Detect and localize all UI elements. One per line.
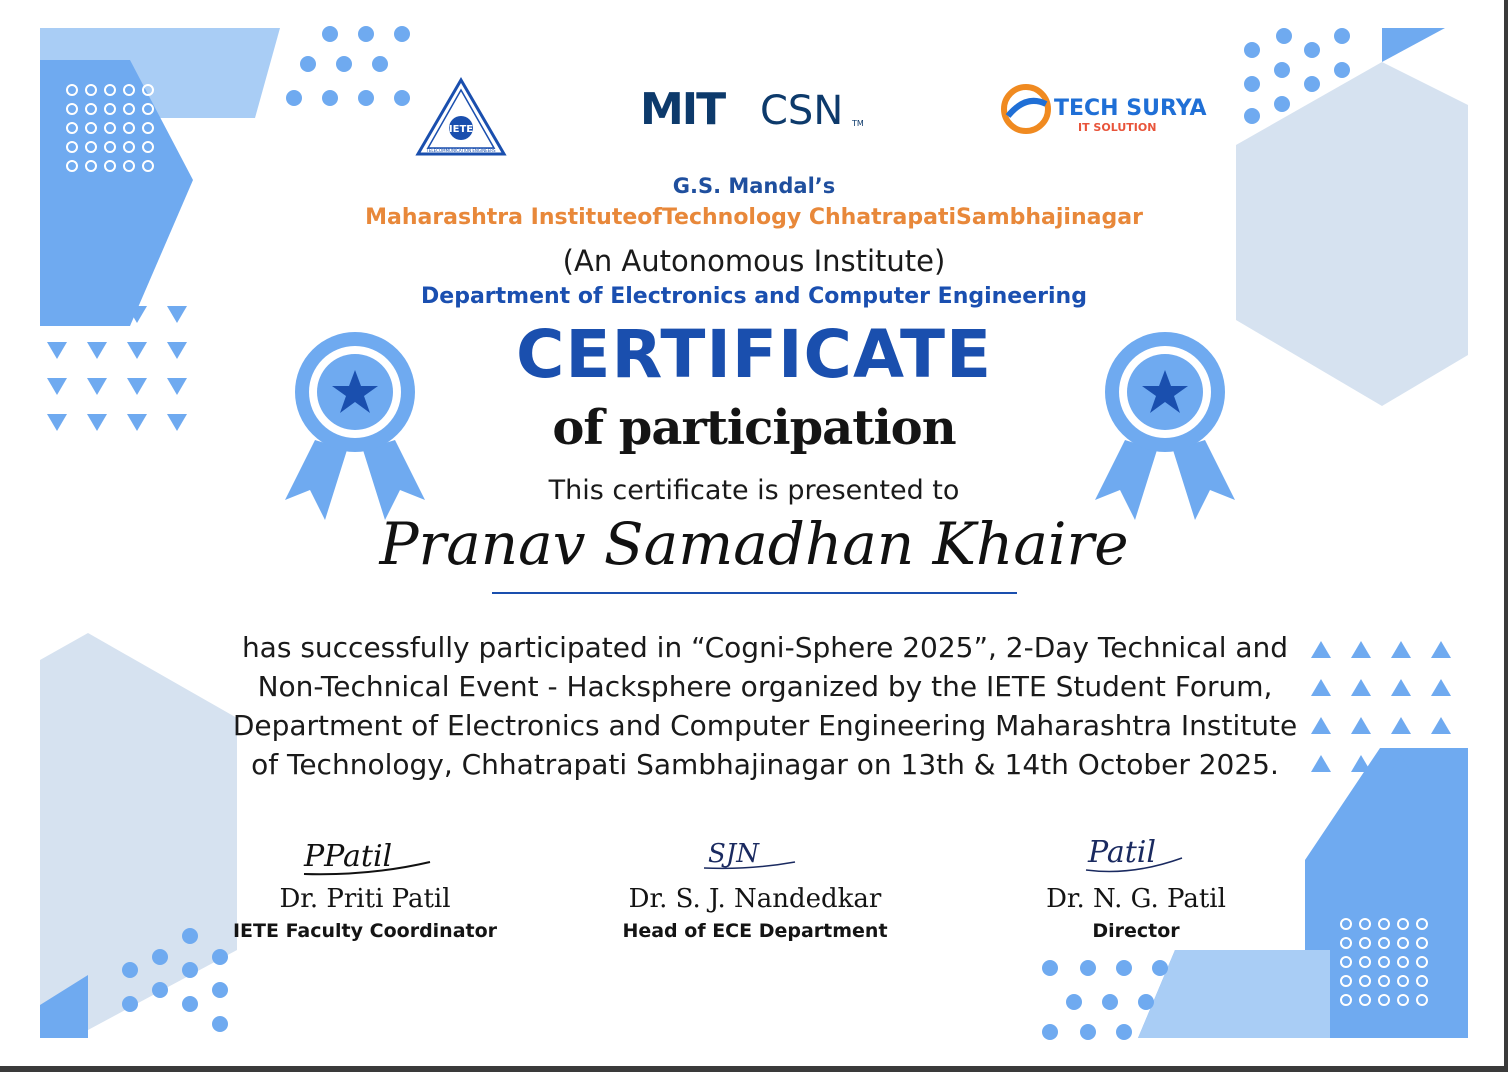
decorative-dot — [1244, 76, 1260, 92]
trademark-text: TM — [852, 119, 864, 128]
decorative-dot — [1080, 960, 1096, 976]
signature-sj-nandedkar-text: SJN — [708, 839, 759, 869]
signatory-block — [966, 884, 1306, 942]
decorative-triangle — [1351, 717, 1371, 734]
decorative-dot — [1102, 994, 1118, 1010]
decorative-triangle — [1431, 641, 1451, 658]
signatory-block — [585, 884, 925, 942]
signatory-role: IETE Faculty Coordinator — [232, 920, 498, 942]
decorative-dot — [1304, 42, 1320, 58]
recipient-name: Pranav Samadhan Khaire — [379, 510, 1129, 578]
body-line: Non-Technical Event - Hacksphere organized by the IETE Student Forum, — [257, 670, 1273, 703]
certificate-title: CERTIFICATE — [515, 316, 993, 393]
decorative-dot — [182, 996, 198, 1012]
signature-sj-nandedkar — [700, 830, 810, 876]
decorative-dot — [394, 90, 410, 106]
decorative-dot — [1276, 28, 1292, 44]
decorative-dot — [182, 962, 198, 978]
org-name: G.S. Mandal’s — [672, 174, 836, 198]
decorative-dot — [322, 90, 338, 106]
decorative-dot — [1244, 42, 1260, 58]
presented-to-text: This certificate is presented to — [548, 475, 960, 506]
decorative-dot — [1042, 1024, 1058, 1040]
decorative-triangle — [1431, 679, 1451, 696]
decorative-triangle — [1391, 641, 1411, 658]
mit-logo-text: MIT — [640, 84, 725, 132]
decorative-triangle — [1391, 679, 1411, 696]
decorative-dot — [1116, 960, 1132, 976]
bottom-right-light-panel — [1138, 950, 1330, 1038]
decorative-dot — [1334, 62, 1350, 78]
decorative-dot — [358, 26, 374, 42]
signature-priti-patil — [300, 828, 440, 882]
csn-logo-text: CSN — [760, 88, 844, 132]
decorative-dot — [122, 962, 138, 978]
decorative-dot — [1152, 960, 1168, 976]
tech-surya-text: TECH SURYA — [1054, 96, 1207, 121]
signatory-role: Director — [1092, 920, 1180, 942]
body-line: has successfully participated in “Cogni-Sphere 2025”, 2-Day Technical and — [241, 631, 1289, 664]
signatory-name: Dr. S. J. Nandedkar — [628, 884, 882, 914]
decorative-dot — [358, 90, 374, 106]
signature-ng-patil — [1082, 818, 1192, 884]
decorative-dot — [152, 982, 168, 998]
decorative-dot — [212, 1016, 228, 1032]
iete-logo-ring-text: TELECOMMUNICATION ENGINEERS — [426, 148, 496, 153]
decorative-triangle — [1351, 679, 1371, 696]
decorative-dot — [394, 26, 410, 42]
decorative-dot — [300, 56, 316, 72]
institute-status: (An Autonomous Institute) — [562, 244, 946, 278]
decorative-triangle — [1351, 641, 1371, 658]
recipient-underline — [492, 592, 1017, 594]
decorative-dot — [286, 90, 302, 106]
decorative-dot — [1138, 994, 1154, 1010]
iete-logo — [414, 76, 508, 160]
iete-logo-text: IETE — [448, 124, 474, 135]
decorative-dot — [1116, 1024, 1132, 1040]
signatory-name: Dr. Priti Patil — [279, 884, 451, 914]
decorative-dot — [152, 949, 168, 965]
signatory-block — [195, 884, 535, 942]
decorative-dot — [336, 56, 352, 72]
decorative-dot — [1274, 62, 1290, 78]
decorative-dot — [212, 982, 228, 998]
body-line: Department of Electronics and Computer Engineering Maharashtra Institute — [232, 709, 1298, 742]
decorative-dot — [322, 26, 338, 42]
decorative-triangle — [1431, 717, 1451, 734]
top-right-triangle — [1382, 28, 1445, 62]
decorative-dot — [1244, 108, 1260, 124]
decorative-dot — [1066, 994, 1082, 1010]
certificate-body — [200, 628, 1330, 784]
decorative-dot — [1042, 960, 1058, 976]
institute-name: Maharashtra InstituteofTechnology ChhatrapatiSambhajinagar — [365, 205, 1143, 230]
decorative-triangle — [1351, 755, 1371, 772]
mit-csn-logo — [640, 82, 880, 132]
department-name: Department of Electronics and Computer Engineering — [421, 284, 1087, 309]
it-solution-text: IT SOLUTION — [1078, 121, 1157, 134]
signatory-name: Dr. N. G. Patil — [1046, 884, 1226, 914]
decorative-dot — [372, 56, 388, 72]
tech-surya-logo — [1000, 82, 1215, 136]
body-line: of Technology, Chhatrapati Sambhajinagar on 13th & 14th October 2025. — [251, 748, 1279, 781]
signatory-role: Head of ECE Department — [622, 920, 888, 942]
decorative-dot — [1304, 76, 1320, 92]
certificate-subtitle: of participation — [552, 400, 956, 456]
decorative-dot — [122, 996, 138, 1012]
decorative-dot — [212, 949, 228, 965]
decorative-dot — [1334, 28, 1350, 44]
decorative-triangle — [1391, 717, 1411, 734]
signature-ng-patil-text: Patil — [1088, 835, 1156, 870]
signature-priti-patil-text: PPatil — [304, 839, 393, 874]
decorative-dot — [1274, 96, 1290, 112]
decorative-dot — [1080, 1024, 1096, 1040]
